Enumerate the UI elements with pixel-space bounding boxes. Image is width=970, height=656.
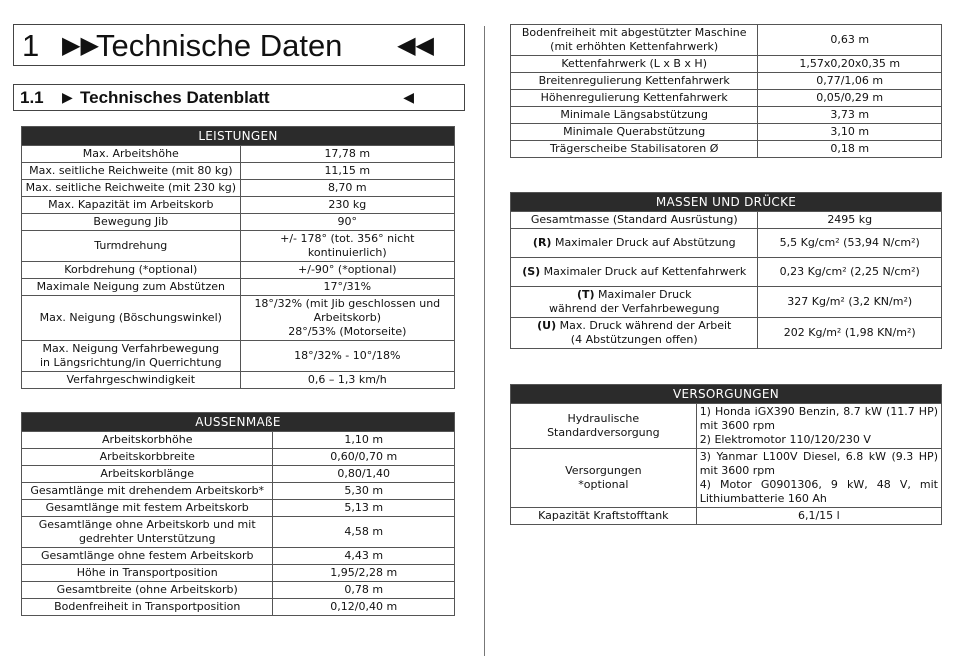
table-abstuetzung <box>510 24 942 158</box>
table-row <box>22 449 455 466</box>
pressure-tag: (R) <box>532 236 552 249</box>
table-row <box>511 56 942 73</box>
cell-value: +/-90° (*optional) <box>240 262 454 279</box>
table-title: VERSORGUNGEN <box>511 385 942 404</box>
table-title: AUSSENMAßE <box>22 413 455 432</box>
cell-label: Turmdrehung <box>22 231 241 262</box>
table-aussenmasse <box>21 412 455 616</box>
versorgung-standard-values <box>696 404 941 449</box>
table-row <box>511 287 942 318</box>
cell-value: 0,23 Kg/cm² (2,25 N/cm²) <box>758 258 942 287</box>
cell-value: 11,15 m <box>240 163 454 180</box>
table-row <box>22 432 455 449</box>
cell-value: 202 Kg/m² (1,98 KN/m²) <box>758 318 942 349</box>
cell-label: Verfahrgeschwindigkeit <box>22 372 241 389</box>
table-row <box>22 231 455 262</box>
table-row <box>511 258 942 287</box>
cell-label: Gesamtlänge ohne Arbeitskorb und mit gedrehter Unterstützung <box>22 517 273 548</box>
table-row <box>511 90 942 107</box>
pressure-tag: (U) <box>537 319 557 332</box>
table-row <box>511 107 942 124</box>
cell-label: Kettenfahrwerk (L x B x H) <box>511 56 758 73</box>
table-row <box>22 197 455 214</box>
cell-value: 4,58 m <box>273 517 455 548</box>
cell-label <box>511 229 758 258</box>
versorgung-option-2: 2) Elektromotor 110/120/230 V <box>699 433 871 446</box>
table-row <box>22 163 455 180</box>
cell-value: 327 Kg/m² (3,2 KN/m²) <box>758 287 942 318</box>
table-row <box>511 25 942 56</box>
cell-value: 90° <box>240 214 454 231</box>
table-row <box>511 73 942 90</box>
cell-value: 0,18 m <box>758 141 942 158</box>
cell-label <box>511 258 758 287</box>
table-row <box>22 372 455 389</box>
cell-value: 3,73 m <box>758 107 942 124</box>
heading-2-number: 1.1 <box>20 88 44 107</box>
cell-value: 0,63 m <box>758 25 942 56</box>
table-massen-druecke <box>510 192 942 349</box>
table-row <box>22 565 455 582</box>
cell-text: Hydraulische Standardversorgung <box>547 412 660 439</box>
cell-value: 1,10 m <box>273 432 455 449</box>
table-title: LEISTUNGEN <box>22 127 455 146</box>
cell-label: Arbeitskorbbreite <box>22 449 273 466</box>
table-row <box>511 141 942 158</box>
cell-label: Bewegung Jib <box>22 214 241 231</box>
cell-value: 1,57x0,20x0,35 m <box>758 56 942 73</box>
cell-value: 0,80/1,40 <box>273 466 455 483</box>
cell-label: Max. Neigung Verfahrbewegung in Längsrichtung/in Querrichtung <box>22 341 241 372</box>
table-row <box>22 180 455 197</box>
cell-value: 8,70 m <box>240 180 454 197</box>
cell-value: 0,60/0,70 m <box>273 449 455 466</box>
cell-label: Trägerscheibe Stabilisatoren Ø <box>511 141 758 158</box>
cell-text: Max. Druck während der Arbeit (4 Abstützungen offen) <box>559 319 732 346</box>
versorgung-optional-label <box>511 449 697 508</box>
cell-label: Korbdrehung (*optional) <box>22 262 241 279</box>
versorgung-optional-values <box>696 449 941 508</box>
cell-value: 17,78 m <box>240 146 454 163</box>
cell-value: 0,77/1,06 m <box>758 73 942 90</box>
cell-label: Max. Neigung (Böschungswinkel) <box>22 296 241 341</box>
cell-value: 18°/32% - 10°/18% <box>240 341 454 372</box>
table-row <box>511 124 942 141</box>
cell-label: Arbeitskorbhöhe <box>22 432 273 449</box>
cell-label <box>511 212 758 229</box>
pressure-tag: (S) <box>522 265 541 278</box>
cell-value: 5,13 m <box>273 500 455 517</box>
double-arrow-right-icon: ▶▶ <box>62 32 99 59</box>
double-arrow-left-icon: ◀◀ <box>397 32 434 59</box>
cell-value: 0,05/0,29 m <box>758 90 942 107</box>
versorgung-option-4: 4) Motor G0901306, 9 kW, 48 V, mit Lithiumbatterie 160 Ah <box>699 478 938 505</box>
cell-text: Maximaler Druck auf Abstützung <box>554 236 736 249</box>
tank-value: 6,1/15 l <box>696 508 941 525</box>
cell-label: Höhe in Transportposition <box>22 565 273 582</box>
table-row <box>511 229 942 258</box>
table-row <box>22 214 455 231</box>
table-row <box>22 599 455 616</box>
cell-value: 0,12/0,40 m <box>273 599 455 616</box>
cell-label: Max. seitliche Reichweite (mit 230 kg) <box>22 180 241 197</box>
cell-value: 5,30 m <box>273 483 455 500</box>
table-row <box>22 262 455 279</box>
cell-value: 0,6 – 1,3 km/h <box>240 372 454 389</box>
table-versorgungen <box>510 384 942 525</box>
cell-value: 230 kg <box>240 197 454 214</box>
table-row <box>22 582 455 599</box>
table-row <box>22 341 455 372</box>
arrow-right-icon: ▶ <box>62 89 73 105</box>
column-divider <box>484 26 485 656</box>
cell-value: 2495 kg <box>758 212 942 229</box>
table-row <box>22 466 455 483</box>
cell-value: +/- 178° (tot. 356° nicht kontinuierlich) <box>240 231 454 262</box>
cell-label: Bodenfreiheit mit abgestützter Maschine (mit erhöhten Kettenfahrwerk) <box>511 25 758 56</box>
cell-label <box>511 318 758 349</box>
cell-label: Gesamtlänge mit drehendem Arbeitskorb* <box>22 483 273 500</box>
cell-label: Minimale Längsabstützung <box>511 107 758 124</box>
cell-value: 1,95/2,28 m <box>273 565 455 582</box>
cell-label: Arbeitskorblänge <box>22 466 273 483</box>
heading-2-title: Technisches Datenblatt <box>80 88 270 107</box>
cell-label: Max. Arbeitshöhe <box>22 146 241 163</box>
cell-label: Höhenregulierung Kettenfahrwerk <box>511 90 758 107</box>
tank-label: Kapazität Kraftstofftank <box>511 508 697 525</box>
arrow-left-icon: ◀ <box>403 89 414 105</box>
table-row <box>511 318 942 349</box>
heading-1-number: 1 <box>22 28 40 63</box>
cell-value: 0,78 m <box>273 582 455 599</box>
table-row <box>22 517 455 548</box>
cell-label: Gesamtbreite (ohne Arbeitskorb) <box>22 582 273 599</box>
cell-label: Breitenregulierung Kettenfahrwerk <box>511 73 758 90</box>
table-row <box>22 483 455 500</box>
cell-label: Minimale Querabstützung <box>511 124 758 141</box>
cell-value: 4,43 m <box>273 548 455 565</box>
versorgung-option-1: 1) Honda iGX390 Benzin, 8.7 kW (11.7 HP) mit 3600 rpm <box>699 405 938 432</box>
table-row <box>22 548 455 565</box>
cell-label: Max. seitliche Reichweite (mit 80 kg) <box>22 163 241 180</box>
heading-1-title: Technische Daten <box>96 28 343 63</box>
cell-text: Maximaler Druck während der Verfahrbewegung <box>549 288 720 315</box>
cell-label: Max. Kapazität im Arbeitskorb <box>22 197 241 214</box>
section-heading-2 <box>13 84 465 111</box>
table-leistungen <box>21 126 455 389</box>
versorgung-standard-label <box>511 404 697 449</box>
cell-value: 3,10 m <box>758 124 942 141</box>
table-row <box>22 500 455 517</box>
cell-label: Bodenfreiheit in Transportposition <box>22 599 273 616</box>
versorgung-option-3: 3) Yanmar L100V Diesel, 6.8 kW (9.3 HP) mit 3600 rpm <box>699 450 938 477</box>
cell-text: Versorgungen *optional <box>565 464 642 491</box>
cell-label <box>511 287 758 318</box>
table-row <box>511 212 942 229</box>
cell-label: Gesamtlänge ohne festem Arbeitskorb <box>22 548 273 565</box>
pressure-tag: (T) <box>576 288 595 301</box>
table-row <box>22 296 455 341</box>
section-heading-1 <box>13 24 465 66</box>
cell-value: 18°/32% (mit Jib geschlossen und Arbeitskorb) 28°/53% (Motorseite) <box>240 296 454 341</box>
table-row <box>22 146 455 163</box>
cell-label: Gesamtlänge mit festem Arbeitskorb <box>22 500 273 517</box>
table-title: MASSEN UND DRÜCKE <box>511 193 942 212</box>
table-row <box>22 279 455 296</box>
cell-text: Gesamtmasse (Standard Ausrüstung) <box>530 213 738 226</box>
cell-text: Maximaler Druck auf Kettenfahrwerk <box>543 265 747 278</box>
cell-value: 5,5 Kg/cm² (53,94 N/cm²) <box>758 229 942 258</box>
cell-value: 17°/31% <box>240 279 454 296</box>
cell-label: Maximale Neigung zum Abstützen <box>22 279 241 296</box>
